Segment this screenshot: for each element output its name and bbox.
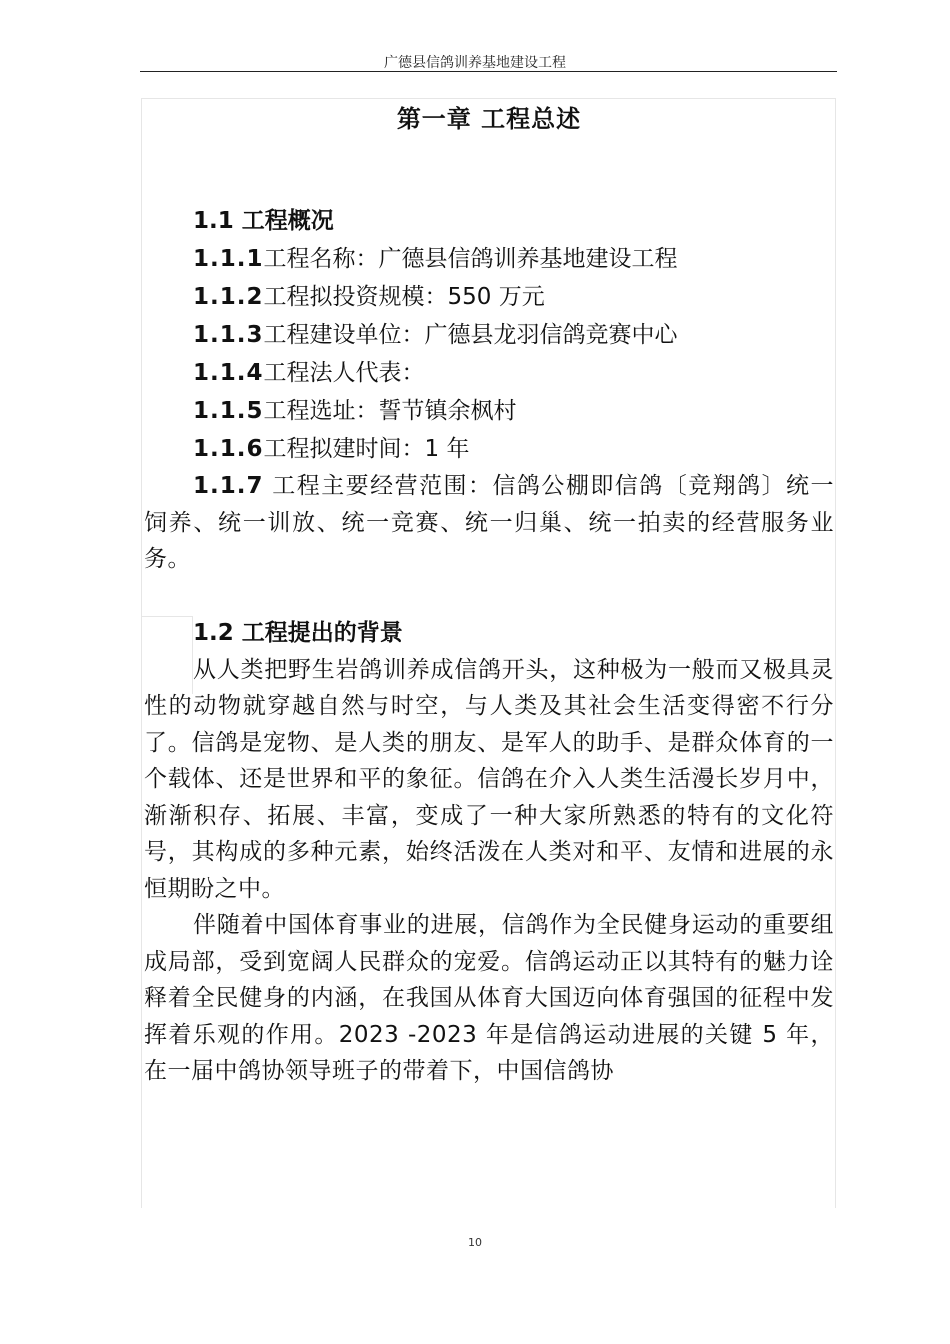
item-1-1-3: 1.1.3工程建设单位：广德县龙羽信鸽竞赛中心	[193, 322, 678, 348]
item-1-1-1: 1.1.1工程名称：广德县信鸽训养基地建设工程	[193, 246, 678, 272]
background-paragraph-2: 伴随着中国体育事业的进展，信鸽作为全民健身运动的重要组成局部，受到宽阔人民群众的宠爱。信鸽运动正以其特有的魅力诠释着全民健身的内涵，在我国从体育大国迈向体育强国的征程中发挥着乐观的作用。2023 -2023 年是信鸽运动进展的关键 5 年，在一届中鸽协领导班子的带着下，中国信鸽协	[144, 912, 834, 1084]
item-1-1-7-scope: 1.1.7 工程主要经营范围：信鸽公棚即信鸽〔竞翔鸽〕统一饲养、统一训放、统一竞赛、统一归巢、统一拍卖的经营服务业务。	[144, 473, 834, 572]
section-title-1-1: 1.1 工程概况	[193, 208, 334, 234]
frame-line-left	[141, 98, 142, 1208]
background-paragraph-1: 从人类把野生岩鸽训养成信鸽开头，这种极为一般而又极具灵性的动物就穿越自然与时空，与人类及其社会生活变得密不行分了。信鸽是宠物、是人类的朋友、是军人的助手、是群众体育的一个载体、还是世界和平的象征。信鸽在介入人类生活漫长岁月中，渐渐积存、拓展、丰富，变成了一种大家所熟悉的特有的文化符号，其构成的多种元素，始终活泼在人类对和平、友情和进展的永恒期盼之中。	[144, 656, 834, 902]
item-1-1-5: 1.1.5工程选址：誓节镇余枫村	[193, 398, 517, 424]
running-header: 广德县信鸽训养基地建设工程	[384, 55, 566, 71]
frame-line-right	[835, 98, 836, 1208]
chapter-title: 第一章 工程总述	[396, 105, 582, 133]
page-number: 10	[468, 1236, 482, 1249]
item-1-1-6: 1.1.6工程拟建时间：1 年	[193, 436, 470, 462]
document-body	[144, 98, 834, 1090]
header-rule	[140, 71, 837, 72]
section-title-1-2: 1.2 工程提出的背景	[193, 619, 403, 646]
item-1-1-4: 1.1.4工程法人代表：	[193, 360, 425, 386]
item-1-1-2: 1.1.2工程拟投资规模：550 万元	[193, 284, 545, 310]
